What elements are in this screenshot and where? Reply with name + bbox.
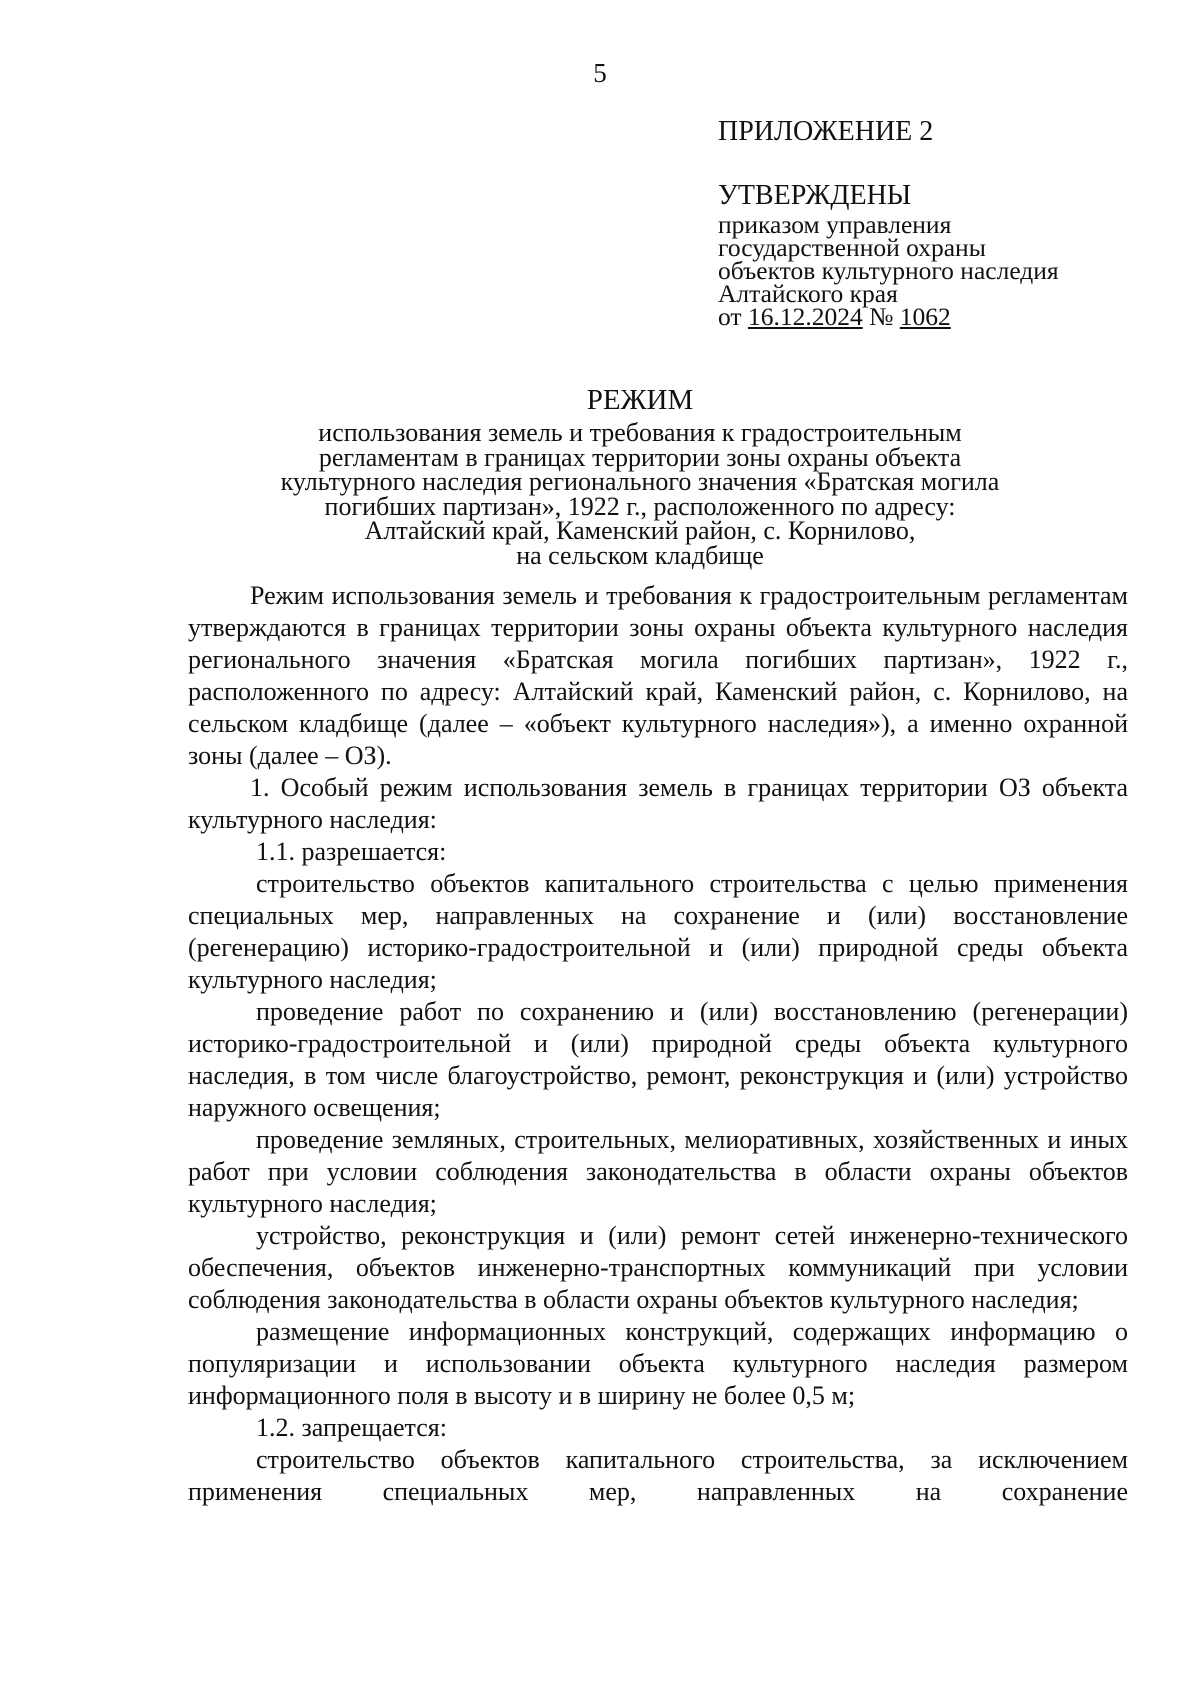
title-block <box>200 384 1080 568</box>
subtitle-line: культурного наследия регионального значения «Братская могила <box>280 467 1000 496</box>
intro-paragraph: Режим использования земель и требования к градостроительным регламентам утверждаются в границах территории зоны охраны объекта культурного наследия регионального значения «Братская могила погибших партизан», 1922 г., расположенного по адресу: Алтайский край, Каменский район, с. Корнилово, на сельском кладбище (далее – «объект культурного наследия»), а именно охранной зоны (далее – ОЗ). <box>188 581 1128 770</box>
appendix-heading: ПРИЛОЖЕНИЕ 2 <box>718 116 934 147</box>
allowed-item: размещение информационных конструкций, содержащих информацию о популяризации и использовании объекта культурного наследия размером информационного поля в высоту и в ширину не более 0,5 м; <box>188 1317 1128 1410</box>
subtitle-line: на сельском кладбище <box>516 540 764 570</box>
subtitle-line: регламентам в границах территории зоны охраны объекта <box>318 442 962 472</box>
allowed-item: устройство, реконструкция и (или) ремонт сетей инженерно-технического обеспечения, объектов инженерно-транспортных коммуникаций при условии соблюдения законодательства в области охраны объектов культурного наследия; <box>188 1221 1128 1314</box>
approval-line: объектов культурного наследия <box>718 256 1059 285</box>
approval-line: Алтайского края <box>718 279 898 308</box>
document-title: РЕЖИМ <box>586 384 694 416</box>
section-1-2-heading: 1.2. запрещается: <box>256 1413 447 1442</box>
subtitle-line: использования земель и требования к градостроительным <box>318 418 962 447</box>
order-number: 1062 <box>899 302 951 331</box>
prohibited-item: строительство объектов капитального строительства, за исключением применения специальных мер, направленных на сохранение <box>188 1445 1128 1506</box>
order-date: 16.12.2024 <box>747 302 863 331</box>
approval-block <box>718 116 1059 331</box>
section-1-paragraph: 1. Особый режим использования земель в границах территории ОЗ объекта культурного наследия: <box>188 773 1128 834</box>
approval-line: государственной охраны <box>718 233 986 262</box>
allowed-item: строительство объектов капитального строительства с целью применения специальных мер, направленных на сохранение и (или) восстановление (регенерацию) историко-градостроительной и (или) природной среды объекта культурного наследия; <box>188 869 1128 994</box>
section-1-1-heading: 1.1. разрешается: <box>256 837 447 866</box>
approval-line: приказом управления <box>718 210 952 239</box>
document-body <box>188 580 1128 1508</box>
number-sign: № <box>862 302 900 331</box>
allowed-item: проведение земляных, строительных, мелиоративных, хозяйственных и иных работ при условии соблюдения законодательства в области охраны объектов культурного наследия; <box>188 1125 1128 1218</box>
date-prefix: от <box>718 302 748 331</box>
subtitle-line: погибших партизан», 1922 г., расположенного по адресу: <box>324 491 956 521</box>
subtitle-line: Алтайский край, Каменский район, с. Корнилово, <box>364 516 916 545</box>
approval-date-line <box>718 302 1059 331</box>
approved-heading: УТВЕРЖДЕНЫ <box>718 180 912 211</box>
allowed-item: проведение работ по сохранению и (или) восстановлению (регенерации) историко-градостроительной и (или) природной среды объекта культурного наследия, в том числе благоустройство, ремонт, реконструкция и (или) устройство наружного освещения; <box>188 997 1128 1122</box>
page-number: 5 <box>593 58 607 88</box>
